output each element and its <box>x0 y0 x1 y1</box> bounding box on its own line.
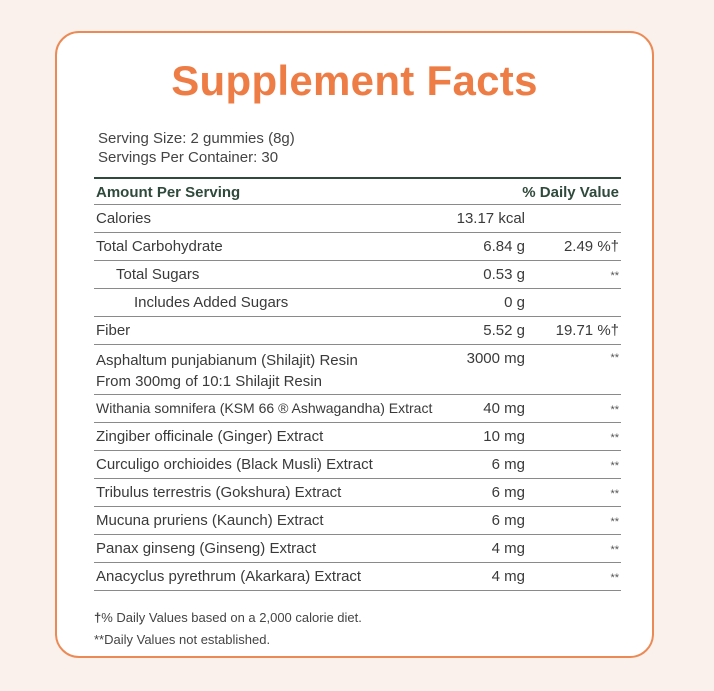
supplement-facts-card <box>55 31 654 658</box>
row-amount: 6.84 g <box>483 238 525 255</box>
row-dv: ** <box>610 516 619 528</box>
row-dv: ** <box>610 488 619 500</box>
table-row <box>94 479 621 507</box>
row-dv: 19.71 %† <box>555 322 619 339</box>
footnotes <box>94 607 362 651</box>
row-amount: 6 mg <box>491 456 525 473</box>
table-row <box>94 205 621 233</box>
row-name: Includes Added Sugars <box>134 294 289 311</box>
serving-size: Serving Size: 2 gummies (8g) <box>98 130 295 147</box>
row-dv: ** <box>610 460 619 472</box>
table-row <box>94 535 621 563</box>
row-dv: ** <box>610 572 619 584</box>
row-name: Zingiber officinale (Ginger) Extract <box>96 428 324 445</box>
row-amount: 4 mg <box>491 568 525 585</box>
facts-table <box>94 177 621 591</box>
table-row <box>94 563 621 591</box>
row-name: Tribulus terrestris (Gokshura) Extract <box>96 484 342 501</box>
footnote-daily-values: †% Daily Values based on a 2,000 calorie diet. <box>94 610 362 625</box>
dagger-mark: † <box>94 610 102 625</box>
servings-per-container: Servings Per Container: 30 <box>98 149 279 166</box>
row-name: Calories <box>96 210 152 227</box>
row-amount: 4 mg <box>491 540 525 557</box>
table-row <box>94 317 621 345</box>
row-dv: ** <box>610 270 619 282</box>
row-name <box>96 350 358 392</box>
table-row <box>94 423 621 451</box>
row-amount: 6 mg <box>491 512 525 529</box>
row-name: Mucuna pruriens (Kaunch) Extract <box>96 512 324 529</box>
row-amount: 0.53 g <box>483 266 525 283</box>
row-dv: ** <box>610 352 619 364</box>
row-amount: 0 g <box>504 294 525 311</box>
row-name: Fiber <box>96 322 131 339</box>
table-row <box>94 261 621 289</box>
row-amount: 13.17 kcal <box>456 210 525 227</box>
header-amount-per-serving: Amount Per Serving <box>96 184 241 201</box>
row-amount: 5.52 g <box>483 322 525 339</box>
table-row <box>94 507 621 535</box>
table-row <box>94 233 621 261</box>
row-name: Anacyclus pyrethrum (Akarkara) Extract <box>96 568 362 585</box>
row-name-line2: From 300mg of 10:1 Shilajit Resin <box>96 373 322 390</box>
row-name-line1: Asphaltum punjabianum (Shilajit) Resin <box>96 352 358 369</box>
serving-info <box>98 129 295 167</box>
table-row <box>94 345 621 395</box>
table-row <box>94 451 621 479</box>
page-title: Supplement Facts <box>171 57 538 104</box>
row-amount: 10 mg <box>483 428 525 445</box>
row-name: Curculigo orchioides (Black Musli) Extract <box>96 456 373 473</box>
row-name: Total Sugars <box>116 266 200 283</box>
row-amount: 3000 mg <box>466 350 525 367</box>
row-dv: ** <box>610 432 619 444</box>
table-header <box>94 179 621 205</box>
row-dv: 2.49 %† <box>563 238 619 255</box>
header-daily-value: % Daily Value <box>522 184 619 201</box>
row-name: Withania somnifera (KSM 66 ® Ashwagandha) Extract <box>96 400 433 416</box>
footnote-not-established: **Daily Values not established. <box>94 632 271 647</box>
row-dv: ** <box>610 544 619 556</box>
row-amount: 6 mg <box>491 484 525 501</box>
row-dv: ** <box>610 404 619 416</box>
table-row <box>94 395 621 423</box>
row-name: Panax ginseng (Ginseng) Extract <box>96 540 317 557</box>
table-row <box>94 289 621 317</box>
row-name: Total Carbohydrate <box>96 238 223 255</box>
row-amount: 40 mg <box>483 400 525 417</box>
